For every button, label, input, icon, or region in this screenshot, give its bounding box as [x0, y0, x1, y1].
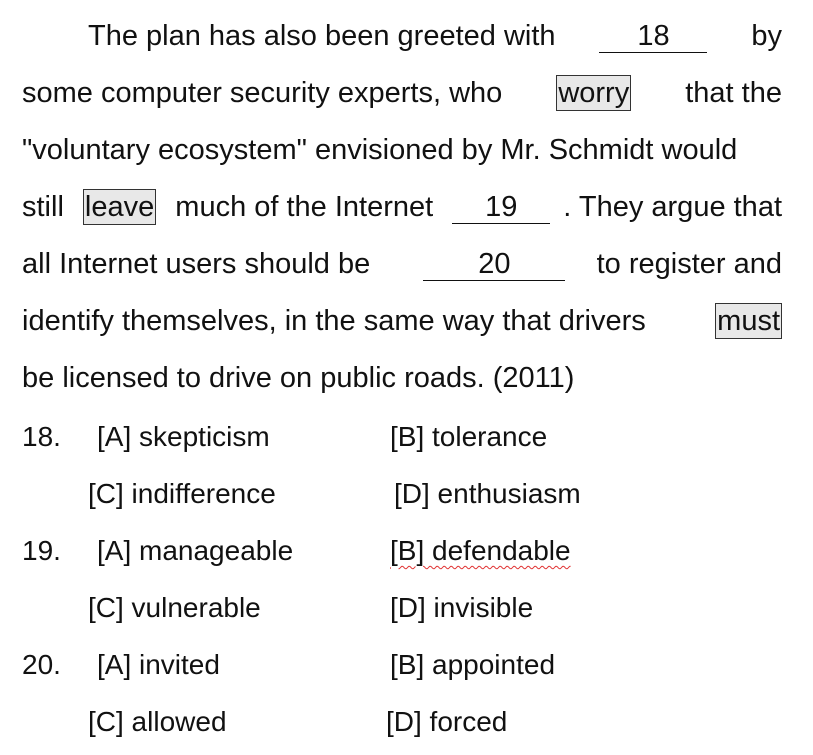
option-19-b: [B] defendable	[390, 535, 571, 566]
passage-text: to register and	[596, 247, 782, 280]
question-number: 18.	[22, 421, 61, 452]
passage-text: much of the Internet	[175, 190, 434, 223]
question-number: 20.	[22, 649, 61, 680]
passage-text: some computer security experts, who	[22, 76, 503, 109]
option-20-b: [B] appointed	[390, 649, 556, 680]
passage-text: be licensed to drive on public roads. (2011)	[22, 361, 575, 394]
option-19-d: [D] invisible	[390, 592, 534, 623]
blank-20: 20	[423, 248, 565, 281]
passage-text: "voluntary ecosystem" envisioned by Mr. Schmidt would	[22, 133, 738, 166]
question-number: 19.	[22, 535, 61, 566]
highlighted-word-leave: leave	[84, 191, 155, 223]
option-19-a: [A] manageable	[97, 535, 294, 566]
option-18-d: [D] enthusiasm	[394, 478, 581, 509]
passage-text: The plan has also been greeted with	[88, 19, 556, 52]
passage-text: still	[22, 190, 64, 223]
passage-text: all Internet users should be	[22, 247, 371, 280]
passage-line-5	[22, 244, 782, 284]
option-20-d: [D] forced	[386, 706, 508, 737]
passage-text: by	[751, 19, 782, 52]
passage-text: identify themselves, in the same way that drivers	[22, 304, 646, 337]
blank-19: 19	[452, 191, 550, 224]
passage-line-3	[22, 130, 782, 170]
passage-line-6	[22, 301, 782, 341]
option-19-c: [C] vulnerable	[88, 592, 261, 623]
passage-line-4	[22, 187, 782, 227]
passage-line-1	[88, 16, 782, 56]
option-20-a: [A] invited	[97, 649, 220, 680]
passage-text: . They argue that	[563, 190, 782, 223]
highlighted-word-must: must	[717, 305, 780, 337]
blank-18: 18	[599, 20, 707, 53]
highlighted-word-worry: worry	[558, 77, 630, 109]
passage-line-2	[22, 73, 782, 113]
option-20-c: [C] allowed	[88, 706, 227, 737]
option-18-a: [A] skepticism	[97, 421, 270, 452]
option-18-b: [B] tolerance	[390, 421, 548, 452]
passage-text: that the	[685, 76, 782, 109]
option-18-c: [C] indifference	[88, 478, 276, 509]
passage-line-7	[22, 358, 782, 398]
